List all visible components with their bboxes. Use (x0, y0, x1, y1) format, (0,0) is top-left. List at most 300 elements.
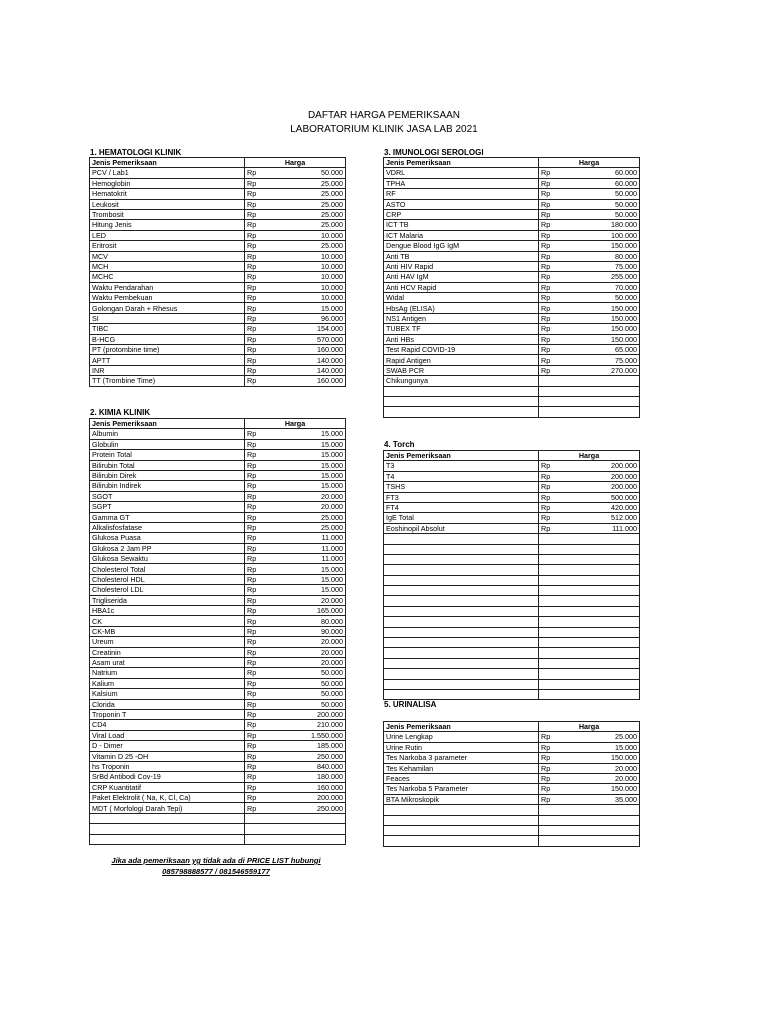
table-header-row (384, 158, 640, 168)
currency-label: Rp (245, 261, 270, 271)
table-row (90, 522, 346, 532)
currency-label: Rp (245, 313, 270, 323)
table-row (384, 386, 640, 396)
table-row (384, 313, 640, 323)
exam-name: MCV (90, 251, 245, 261)
currency-label: Rp (245, 606, 270, 616)
currency-label: Rp (245, 668, 270, 678)
price-value: 50.000 (563, 189, 640, 199)
currency-label: Rp (245, 376, 270, 386)
table-row (384, 805, 640, 815)
table-row (384, 689, 640, 699)
currency-label: Rp (539, 753, 564, 763)
price-value (563, 638, 640, 648)
price-value (563, 627, 640, 637)
table-row (90, 376, 346, 386)
price-value: 512.000 (563, 513, 640, 523)
exam-name: SGOT (90, 491, 245, 501)
price-value: 25.000 (269, 220, 346, 230)
price-value: 25.000 (269, 522, 346, 532)
currency-label: Rp (245, 709, 270, 719)
currency-label: Rp (539, 461, 564, 471)
exam-name: MCH (90, 261, 245, 271)
table-row (90, 803, 346, 813)
table-row (384, 513, 640, 523)
exam-name: Rapid Antigen (384, 355, 539, 365)
table-row (90, 741, 346, 751)
price-value (563, 596, 640, 606)
price-value (563, 669, 640, 679)
exam-name: HBA1c (90, 606, 245, 616)
currency-label: Rp (539, 178, 564, 188)
exam-name (384, 825, 539, 835)
exam-name: FT3 (384, 492, 539, 502)
table-row (90, 272, 346, 282)
table-row (90, 689, 346, 699)
exam-name (384, 554, 539, 564)
currency-label: Rp (245, 626, 270, 636)
column-header-name: Jenis Pemeriksaan (384, 158, 539, 168)
exam-name: CRP (384, 209, 539, 219)
table-row (384, 825, 640, 835)
currency-label: Rp (245, 761, 270, 771)
exam-name: TIBC (90, 324, 245, 334)
exam-name: hs Troponin (90, 761, 245, 771)
table-row (384, 575, 640, 585)
currency-label: Rp (539, 742, 564, 752)
table-row (90, 709, 346, 719)
table-row (384, 794, 640, 804)
table-row (384, 178, 640, 188)
table-row (90, 230, 346, 240)
price-value: 80.000 (269, 616, 346, 626)
table-row (384, 648, 640, 658)
currency-label (539, 586, 564, 596)
price-value: 150.000 (563, 324, 640, 334)
table-row (90, 481, 346, 491)
currency-label (539, 606, 564, 616)
table-row (90, 261, 346, 271)
currency-label: Rp (245, 741, 270, 751)
table-row (90, 491, 346, 501)
price-value: 10.000 (269, 293, 346, 303)
table-imunologi (383, 157, 640, 418)
exam-name (384, 575, 539, 585)
price-value: 90.000 (269, 626, 346, 636)
currency-label (539, 648, 564, 658)
exam-name: Tes Narkoba 5 Parameter (384, 784, 539, 794)
currency-label: Rp (245, 209, 270, 219)
price-value: 200.000 (563, 471, 640, 481)
table-row (90, 834, 346, 844)
currency-label (539, 575, 564, 585)
price-value: 15.000 (269, 439, 346, 449)
currency-label: Rp (539, 523, 564, 533)
exam-name: MDT ( Morfologi Darah Tepi) (90, 803, 245, 813)
table-torch (383, 450, 640, 700)
exam-name: Asam urat (90, 657, 245, 667)
table-row (90, 429, 346, 439)
currency-label: Rp (245, 178, 270, 188)
currency-label (245, 813, 270, 823)
exam-name: SI (90, 313, 245, 323)
price-value: 20.000 (563, 773, 640, 783)
exam-name (384, 596, 539, 606)
currency-label: Rp (245, 543, 270, 553)
price-value: 15.000 (269, 450, 346, 460)
currency-label: Rp (539, 251, 564, 261)
exam-name: Feaces (384, 773, 539, 783)
currency-label: Rp (245, 595, 270, 605)
table-row (384, 742, 640, 752)
table-row (384, 815, 640, 825)
currency-label: Rp (245, 241, 270, 251)
price-value: 25.000 (269, 209, 346, 219)
table-row (384, 586, 640, 596)
price-value (563, 565, 640, 575)
price-value (563, 679, 640, 689)
exam-name (384, 617, 539, 627)
table-row (90, 574, 346, 584)
table-row (90, 824, 346, 834)
currency-label: Rp (539, 220, 564, 230)
price-value: 10.000 (269, 251, 346, 261)
currency-label (539, 669, 564, 679)
table-row (384, 482, 640, 492)
table-row (384, 230, 640, 240)
currency-label (539, 617, 564, 627)
exam-name: TUBEX TF (384, 324, 539, 334)
table-row (384, 565, 640, 575)
exam-name (384, 544, 539, 554)
table-row (90, 439, 346, 449)
table-row (384, 617, 640, 627)
exam-name: LED (90, 230, 245, 240)
currency-label: Rp (245, 334, 270, 344)
table-row (384, 732, 640, 742)
exam-name: Test Rapid COVID-19 (384, 345, 539, 355)
exam-name: T3 (384, 461, 539, 471)
table-row (384, 168, 640, 178)
table-row (384, 638, 640, 648)
price-value: 15.000 (269, 303, 346, 313)
price-value (269, 813, 346, 823)
exam-name (384, 689, 539, 699)
price-value (563, 689, 640, 699)
exam-name: Globulin (90, 439, 245, 449)
price-value: 270.000 (563, 365, 640, 375)
price-value (563, 606, 640, 616)
table-row (384, 523, 640, 533)
price-value: 250.000 (269, 751, 346, 761)
table-row (384, 627, 640, 637)
price-value: 111.000 (563, 523, 640, 533)
exam-name (90, 834, 245, 844)
table-row (384, 596, 640, 606)
price-value: 570.000 (269, 334, 346, 344)
exam-name: Gamma GT (90, 512, 245, 522)
currency-label: Rp (539, 230, 564, 240)
price-value: 60.000 (563, 168, 640, 178)
currency-label: Rp (245, 689, 270, 699)
currency-label: Rp (245, 324, 270, 334)
table-row (90, 293, 346, 303)
table-header-row (384, 451, 640, 461)
price-value: 25.000 (269, 178, 346, 188)
currency-label: Rp (539, 732, 564, 742)
currency-label (539, 825, 564, 835)
exam-name: IgE Total (384, 513, 539, 523)
table-row (384, 209, 640, 219)
price-value (563, 534, 640, 544)
table-row (90, 334, 346, 344)
price-value: 11.000 (269, 533, 346, 543)
table-header-row (384, 722, 640, 732)
price-value: 15.000 (269, 470, 346, 480)
table-row (90, 189, 346, 199)
table-row (384, 272, 640, 282)
currency-label: Rp (245, 481, 270, 491)
price-value: 65.000 (563, 345, 640, 355)
exam-name: MCHC (90, 272, 245, 282)
price-value (563, 554, 640, 564)
currency-label (539, 805, 564, 815)
table-row (384, 492, 640, 502)
currency-label: Rp (245, 439, 270, 449)
currency-label: Rp (245, 647, 270, 657)
price-value (563, 836, 640, 846)
price-value: 50.000 (269, 699, 346, 709)
currency-label: Rp (245, 720, 270, 730)
price-value: 10.000 (269, 261, 346, 271)
price-value: 140.000 (269, 365, 346, 375)
price-value: 25.000 (269, 189, 346, 199)
exam-name: Dengue Blood IgG IgM (384, 241, 539, 251)
price-value (563, 407, 640, 417)
currency-label: Rp (245, 751, 270, 761)
exam-name (384, 565, 539, 575)
currency-label: Rp (539, 324, 564, 334)
exam-name: PT (protombine time) (90, 345, 245, 355)
table-row (90, 606, 346, 616)
exam-name: Alkalisfosfatase (90, 522, 245, 532)
price-value: 15.000 (269, 585, 346, 595)
section-title-urinalisa: 5. URINALISA (384, 700, 437, 709)
table-row (90, 657, 346, 667)
exam-name: ICT Malaria (384, 230, 539, 240)
exam-name: Eoshinopil Absolut (384, 523, 539, 533)
table-row (90, 564, 346, 574)
exam-name: SGPT (90, 502, 245, 512)
exam-name: INR (90, 365, 245, 375)
exam-name: Glukosa Puasa (90, 533, 245, 543)
exam-name: CK-MB (90, 626, 245, 636)
price-value: 75.000 (563, 355, 640, 365)
exam-name (384, 606, 539, 616)
table-row (384, 282, 640, 292)
exam-name: RF (384, 189, 539, 199)
table-urinalisa (383, 721, 640, 847)
price-value (563, 815, 640, 825)
exam-name: Eritrosit (90, 241, 245, 251)
currency-label: Rp (245, 772, 270, 782)
exam-name: Anti HBs (384, 334, 539, 344)
table-row (384, 334, 640, 344)
table-row (384, 365, 640, 375)
exam-name (384, 815, 539, 825)
price-value: 200.000 (563, 482, 640, 492)
table-row (90, 543, 346, 553)
price-value: 10.000 (269, 272, 346, 282)
table-row (384, 241, 640, 251)
table-row (90, 626, 346, 636)
table-row (384, 376, 640, 386)
exam-name: Tes Narkoba 3 parameter (384, 753, 539, 763)
column-header-price: Harga (539, 158, 640, 168)
exam-name (384, 679, 539, 689)
table-row (90, 813, 346, 823)
price-value: 50.000 (269, 689, 346, 699)
currency-label (539, 376, 564, 386)
exam-name: Hematokrit (90, 189, 245, 199)
currency-label: Rp (539, 773, 564, 783)
table-row (384, 784, 640, 794)
table-row (90, 782, 346, 792)
currency-label: Rp (245, 491, 270, 501)
price-value: 50.000 (269, 168, 346, 178)
currency-label: Rp (539, 199, 564, 209)
exam-name: Anti TB (384, 251, 539, 261)
exam-name: Bilirubin Total (90, 460, 245, 470)
table-row (384, 471, 640, 481)
table-row (384, 293, 640, 303)
exam-name: Viral Load (90, 730, 245, 740)
exam-name: Glukosa Sewaktu (90, 554, 245, 564)
currency-label: Rp (245, 189, 270, 199)
exam-name: CK (90, 616, 245, 626)
price-value (563, 544, 640, 554)
currency-label: Rp (245, 272, 270, 282)
section-title-torch: 4. Torch (384, 440, 415, 449)
price-value: 60.000 (563, 178, 640, 188)
column-header-name: Jenis Pemeriksaan (384, 451, 539, 461)
section-title-kimia: 2. KIMIA KLINIK (90, 408, 151, 417)
price-value: 20.000 (269, 491, 346, 501)
table-row (90, 241, 346, 251)
currency-label: Rp (245, 168, 270, 178)
exam-name: Cholesterol Total (90, 564, 245, 574)
exam-name (384, 658, 539, 668)
table-row (384, 753, 640, 763)
exam-name: Protein Total (90, 450, 245, 460)
price-value (563, 658, 640, 668)
price-value: 20.000 (269, 657, 346, 667)
exam-name: Waktu Pembekuan (90, 293, 245, 303)
table-row (384, 554, 640, 564)
currency-label: Rp (245, 637, 270, 647)
currency-label (539, 658, 564, 668)
currency-label: Rp (245, 678, 270, 688)
currency-label: Rp (539, 471, 564, 481)
table-row (90, 209, 346, 219)
exam-name: Kalium (90, 678, 245, 688)
table-row (90, 324, 346, 334)
price-value: 96.000 (269, 313, 346, 323)
currency-label: Rp (539, 365, 564, 375)
exam-name: PCV / Lab1 (90, 168, 245, 178)
currency-label: Rp (245, 616, 270, 626)
currency-label (539, 815, 564, 825)
exam-name: Glukosa 2 Jam PP (90, 543, 245, 553)
exam-name: D - Dimer (90, 741, 245, 751)
currency-label: Rp (539, 282, 564, 292)
table-row (384, 345, 640, 355)
currency-label (539, 544, 564, 554)
exam-name: ASTO (384, 199, 539, 209)
price-value: 15.000 (269, 460, 346, 470)
price-value: 15.000 (269, 574, 346, 584)
price-value: 150.000 (563, 241, 640, 251)
price-value: 50.000 (563, 209, 640, 219)
price-value: 15.000 (563, 742, 640, 752)
price-value: 50.000 (269, 668, 346, 678)
exam-name: B-HCG (90, 334, 245, 344)
table-row (90, 365, 346, 375)
currency-label (539, 554, 564, 564)
exam-name (384, 534, 539, 544)
currency-label (539, 565, 564, 575)
exam-name: CRP Kuantitatif (90, 782, 245, 792)
exam-name (384, 407, 539, 417)
table-row (90, 772, 346, 782)
currency-label: Rp (245, 303, 270, 313)
price-value: 180.000 (563, 220, 640, 230)
exam-name: HbsAg (ELISA) (384, 303, 539, 313)
exam-name: TSHS (384, 482, 539, 492)
currency-label (539, 534, 564, 544)
exam-name (384, 805, 539, 815)
price-value: 50.000 (563, 293, 640, 303)
table-row (90, 751, 346, 761)
exam-name: Kalsium (90, 689, 245, 699)
table-row (384, 324, 640, 334)
currency-label: Rp (245, 730, 270, 740)
price-value: 180.000 (269, 772, 346, 782)
currency-label: Rp (245, 793, 270, 803)
table-row (384, 763, 640, 773)
currency-label (539, 689, 564, 699)
table-row (384, 658, 640, 668)
currency-label (539, 596, 564, 606)
footer-note: Jika ada pemeriksaan yg tidak ada di PRICE LIST hubungi (111, 856, 321, 865)
table-row (384, 606, 640, 616)
currency-label: Rp (539, 313, 564, 323)
exam-name: Trigliserida (90, 595, 245, 605)
table-row (90, 303, 346, 313)
table-row (90, 282, 346, 292)
table-row (384, 303, 640, 313)
table-row (90, 699, 346, 709)
price-value: 10.000 (269, 230, 346, 240)
table-row (384, 189, 640, 199)
price-value: 11.000 (269, 554, 346, 564)
price-value: 200.000 (269, 709, 346, 719)
table-row (90, 450, 346, 460)
price-value: 150.000 (563, 334, 640, 344)
price-value: 200.000 (563, 461, 640, 471)
table-row (384, 355, 640, 365)
price-value: 200.000 (269, 793, 346, 803)
